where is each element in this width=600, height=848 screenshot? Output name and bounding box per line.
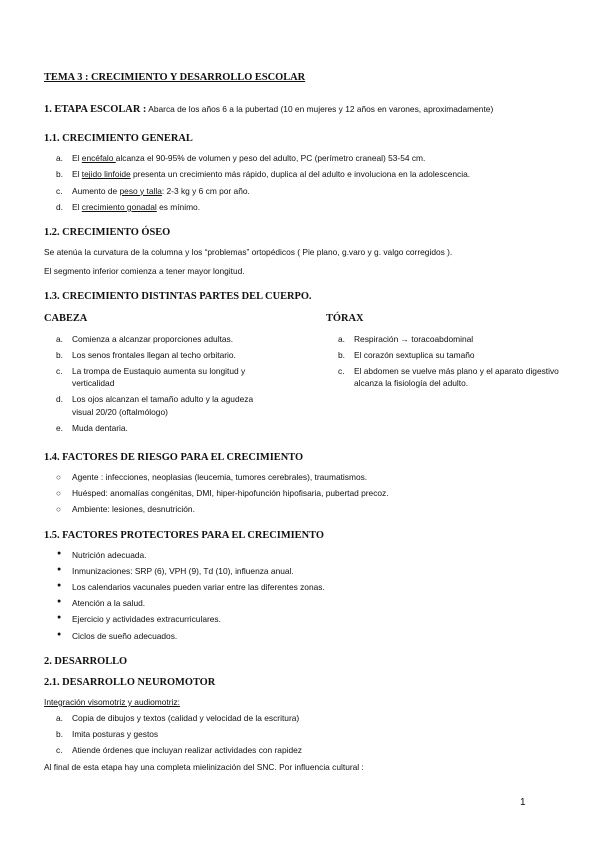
list-marker: b.: [56, 729, 63, 740]
item-text: es mínimo.: [156, 201, 201, 212]
section-etapa-escolar: [44, 102, 566, 117]
paragraph: Se atenúa la curvatura de la columna y los “problemas” ortopédicos ( Pie plano, g.varo y g. valgo corregidos ).: [44, 247, 453, 258]
circle-bullet-icon: ○: [56, 488, 62, 499]
list-item: [326, 365, 566, 389]
circle-bullet-icon: ○: [56, 504, 62, 515]
list-marker: c.: [56, 745, 63, 756]
list-item: [44, 349, 326, 361]
list-marker: b.: [56, 349, 63, 360]
item-text: Ambiente: lesiones, desnutrición.: [72, 504, 195, 515]
underlined-lead: Integración visomotriz y audiomotriz:: [44, 696, 180, 707]
bullet-list: [44, 549, 566, 642]
item-text: El: [72, 169, 82, 180]
item-text: Respiración → toracoabdominal: [354, 333, 474, 344]
list-item: [44, 728, 566, 740]
subsection-heading: 2.1. DESARROLLO NEUROMOTOR: [44, 676, 216, 688]
document-page: [44, 70, 566, 785]
bullet-dot-icon: ●: [57, 565, 62, 573]
underlined-term: encéfalo: [81, 153, 116, 164]
page-number: 1: [520, 797, 526, 808]
column-heading: CABEZA: [44, 312, 88, 324]
item-text: Ciclos de sueño adecuados.: [72, 630, 178, 641]
item-text: Los senos frontales llegan al techo orbitario.: [72, 349, 236, 360]
column-cabeza: [44, 311, 326, 438]
list-item: [44, 565, 566, 577]
list-item: [44, 185, 566, 197]
list-marker: b.: [56, 169, 63, 180]
ordered-list: [44, 152, 566, 213]
list-item: [44, 503, 566, 515]
section-partes-cuerpo: [44, 289, 566, 437]
bullet-dot-icon: ●: [57, 598, 62, 606]
paragraph: Al final de esta etapa hay una completa mielinización del SNC. Por influencia cultural :: [44, 761, 364, 772]
list-item: [44, 333, 326, 345]
list-marker: d.: [56, 201, 63, 212]
section-factores-riesgo: [44, 450, 566, 516]
item-text: El: [72, 201, 82, 212]
section-factores-protectores: [44, 528, 566, 642]
section-heading: 1.1. CRECIMIENTO GENERAL: [44, 133, 193, 145]
item-text: Ejercicio y actividades extracurriculares.: [72, 614, 221, 625]
column-torax: [326, 311, 566, 438]
list-item: [44, 712, 566, 724]
underlined-term: tejido linfoide: [81, 169, 131, 180]
list-marker: a.: [56, 333, 63, 344]
two-column-layout: [44, 311, 566, 438]
bullet-dot-icon: ●: [57, 630, 62, 638]
list-item: [44, 487, 566, 499]
item-text: : 2-3 kg y 6 cm por año.: [161, 185, 250, 196]
column-heading: TÓRAX: [326, 312, 364, 324]
list-item: [44, 597, 566, 609]
item-text: alcanza el 90-95% de volumen y peso del adulto, PC (perímetro craneal) 53-54 cm.: [115, 153, 426, 164]
list-item: [44, 549, 566, 561]
section-crecimiento-oseo: [44, 225, 566, 277]
item-text: Atiende órdenes que incluyan realizar actividades con rapidez: [72, 745, 302, 756]
ordered-list: [326, 333, 566, 390]
list-marker: c.: [338, 365, 345, 376]
item-text: El corazón sextuplica su tamaño: [354, 349, 475, 360]
circle-bullet-icon: ○: [56, 471, 62, 482]
list-item: [44, 365, 326, 389]
section-intro-text: Abarca de los años 6 a la pubertad (10 en mujeres y 12 años en varones, aproximadamente): [148, 104, 494, 115]
item-text: El: [72, 153, 82, 164]
list-marker: a.: [56, 153, 63, 164]
list-item: [44, 630, 566, 642]
item-text: Atención a la salud.: [72, 598, 146, 609]
section-crecimiento-general: [44, 131, 566, 213]
list-item: [326, 333, 566, 345]
list-item: [326, 349, 566, 361]
list-marker: c.: [56, 365, 63, 376]
section-heading: 1.2. CRECIMIENTO ÓSEO: [44, 226, 171, 238]
item-text: La trompa de Eustaquio aumenta su longitud y verticalidad: [72, 365, 246, 389]
section-desarrollo: [44, 654, 566, 773]
item-text: Nutrición adecuada.: [72, 549, 147, 560]
item-text: Comienza a alcanzar proporciones adultas.: [72, 333, 234, 344]
bullet-list: [44, 471, 566, 516]
document-title: TEMA 3 : CRECIMIENTO Y DESARROLLO ESCOLAR: [44, 72, 306, 83]
underlined-term: peso y talla: [119, 185, 162, 196]
list-item: [44, 471, 566, 483]
item-text: Inmunizaciones: SRP (6), VPH (9), Td (10), influenza anual.: [72, 565, 294, 576]
section-heading: 2. DESARROLLO: [44, 655, 128, 667]
section-heading: 1.4. FACTORES DE RIESGO PARA EL CRECIMIENTO: [44, 451, 304, 463]
list-marker: b.: [338, 349, 345, 360]
item-text: Los calendarios vacunales pueden variar entre las diferentes zonas.: [72, 582, 325, 592]
list-item: [44, 581, 566, 593]
item-text: presenta un crecimiento más rápido, duplica al del adulto e involuciona en la adolescencia.: [130, 169, 471, 180]
list-item: [44, 744, 566, 756]
list-marker: e.: [56, 422, 63, 433]
ordered-list: [44, 712, 566, 757]
list-marker: a.: [56, 713, 63, 724]
paragraph: El segmento inferior comienza a tener mayor longitud.: [44, 266, 245, 277]
list-marker: c.: [56, 185, 63, 196]
section-heading: 1. ETAPA ESCOLAR :: [44, 104, 147, 116]
list-item: [44, 422, 326, 434]
list-item: [44, 168, 566, 180]
list-item: [44, 393, 326, 417]
list-item: [44, 201, 566, 213]
underlined-term: crecimiento gonadal: [81, 201, 157, 212]
ordered-list: [44, 333, 326, 434]
list-item: [44, 152, 566, 164]
item-text: Huésped: anomalías congénitas, DMI, hiper-hipofunción hipofisaria, pubertad precoz.: [72, 488, 389, 499]
item-text: Muda dentaria.: [72, 422, 128, 433]
bullet-dot-icon: ●: [57, 549, 62, 557]
item-text: El abdomen se vuelve más plano y el aparato digestivo alcanza la fisiología del adulto.: [354, 365, 559, 389]
list-marker: a.: [338, 333, 345, 344]
item-text: Los ojos alcanzan el tamaño adulto y la agudeza visual 20/20 (oftalmólogo): [72, 394, 254, 417]
item-text: Agente : infecciones, neoplasias (leucemia, tumores cerebrales), traumatismos.: [72, 471, 368, 482]
item-text: Copia de dibujos y textos (calidad y velocidad de la escritura): [72, 713, 300, 724]
bullet-dot-icon: ●: [57, 582, 62, 589]
section-heading: 1.3. CRECIMIENTO DISTINTAS PARTES DEL CUERPO.: [44, 291, 312, 303]
section-heading: 1.5. FACTORES PROTECTORES PARA EL CRECIMIENTO: [44, 529, 324, 541]
item-text: Imita posturas y gestos: [72, 729, 159, 740]
bullet-dot-icon: ●: [57, 614, 62, 622]
list-marker: d.: [56, 394, 63, 405]
list-item: [44, 613, 566, 625]
item-text: Aumento de: [72, 185, 120, 196]
